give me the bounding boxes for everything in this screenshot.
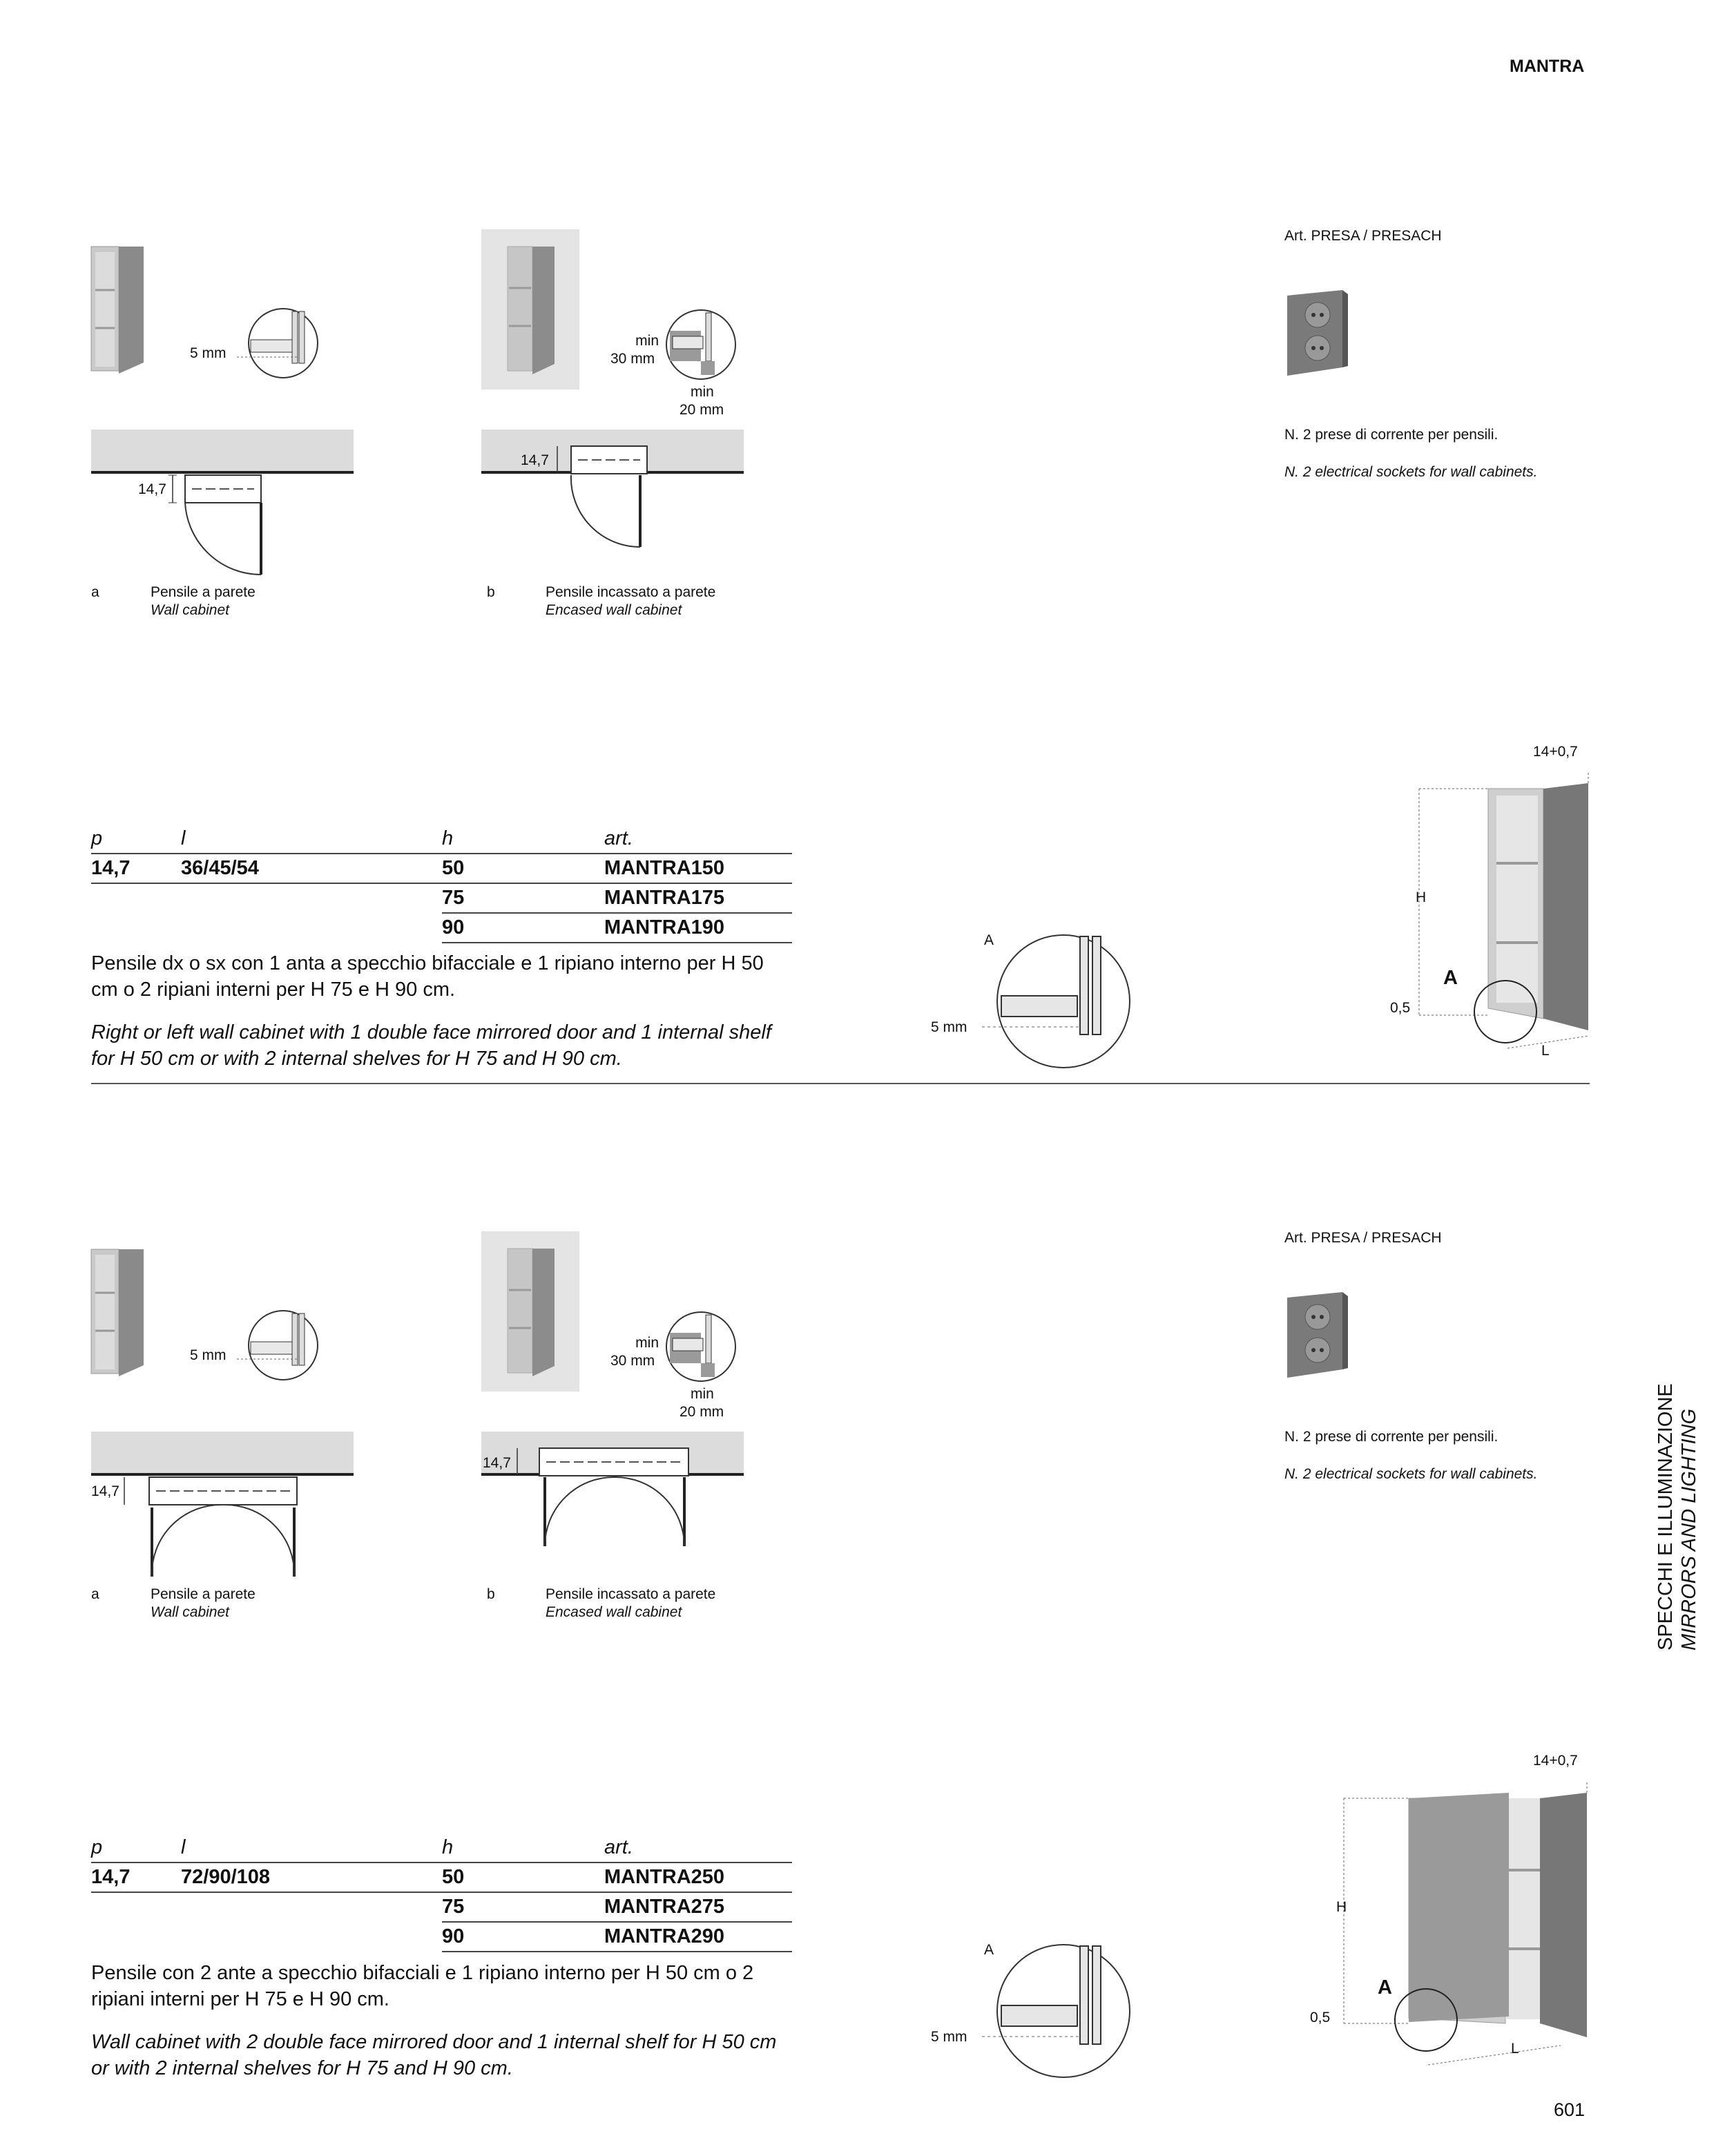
detail-A-magnified <box>994 1942 1133 2080</box>
detail-A-magnified <box>994 932 1133 1070</box>
dim-base: 0,5 <box>1310 2010 1331 2025</box>
detail-gap-label: 5 mm <box>931 2029 967 2045</box>
cabinet-a-thumbnail <box>90 245 145 376</box>
dim-A: A <box>1378 1976 1392 1999</box>
table-row <box>91 1892 792 1922</box>
min2-value-b: 20 mm <box>680 402 724 418</box>
col-l: l <box>181 1833 442 1863</box>
install-b-label-en: Encased wall cabinet <box>546 1604 682 1620</box>
dim-L: L <box>1541 1043 1550 1059</box>
presa-title: Art. PRESA / PRESACH <box>1284 1230 1442 1246</box>
dim-A: A <box>1443 967 1458 989</box>
cell-l: 72/90/108 <box>181 1863 442 1892</box>
cell-art: MANTRA150 <box>604 854 792 883</box>
socket-icon <box>1284 290 1348 376</box>
detail-b-encased <box>663 1311 742 1390</box>
cabinet-3d-double-door <box>1340 1789 1588 2079</box>
min2-value-b: 20 mm <box>680 1404 724 1420</box>
side-tab-it: SPECCHI E ILLUMINAZIONE <box>1655 1383 1677 1650</box>
cell-p <box>91 913 181 943</box>
min1-value-b: 30 mm <box>610 351 655 367</box>
install-a-label-en: Wall cabinet <box>151 1604 230 1620</box>
page-number: 601 <box>1554 2099 1586 2120</box>
dim-L: L <box>1511 2041 1519 2057</box>
depth-label-b: 14,7 <box>521 452 549 468</box>
install-b-letter: b <box>487 1586 495 1602</box>
cell-l <box>181 883 442 913</box>
table-row <box>91 854 792 883</box>
col-art: art. <box>604 825 792 854</box>
section-divider <box>91 1083 1590 1084</box>
cell-l <box>181 1922 442 1952</box>
table-row <box>91 913 792 943</box>
cell-h: 50 <box>442 854 604 883</box>
presa-desc-it: N. 2 prese di corrente per pensili. <box>1284 1429 1498 1445</box>
install-b-letter: b <box>487 584 495 600</box>
col-p: p <box>91 825 181 854</box>
gap-label-a: 5 mm <box>190 345 227 361</box>
cell-h: 90 <box>442 1922 604 1952</box>
desc-it: Pensile con 2 ante a specchio bifacciali e 1 ripiano interno per H 50 cm o 2 ripiani interni per H 75 e H 90 cm. <box>91 1962 754 2010</box>
dim-top: 14+0,7 <box>1533 1753 1578 1769</box>
presa-desc-it: N. 2 prese di corrente per pensili. <box>1284 427 1498 443</box>
detail-b-encased <box>663 309 742 388</box>
cell-h: 90 <box>442 913 604 943</box>
install-b-label-it: Pensile incassato a parete <box>546 584 716 600</box>
cell-h: 75 <box>442 883 604 913</box>
min2-label-b: min <box>691 1386 714 1402</box>
cell-h: 50 <box>442 1863 604 1892</box>
col-art: art. <box>604 1833 792 1863</box>
min1-label-b: min <box>635 333 659 349</box>
col-p: p <box>91 1833 181 1863</box>
desc-it: Pensile dx o sx con 1 anta a specchio bifacciale e 1 ripiano interno per H 50 cm o 2 ripiani interni per H 75 e H 90 cm. <box>91 952 764 1001</box>
desc-en: Wall cabinet with 2 double face mirrored door and 1 internal shelf for H 50 cm or with 2 internal shelves for H 75 and H 90 cm. <box>91 2031 777 2079</box>
cell-p <box>91 883 181 913</box>
col-h: h <box>442 825 604 854</box>
install-a-letter: a <box>91 1586 99 1602</box>
plan-encased-cabinet-double <box>481 1432 744 1584</box>
detail-a-gap <box>245 307 321 383</box>
dim-H: H <box>1336 1899 1347 1915</box>
install-a-label-it: Pensile a parete <box>151 584 256 600</box>
side-tab-en: MIRRORS AND LIGHTING <box>1678 1408 1700 1650</box>
cell-p <box>91 1922 181 1952</box>
side-tab <box>1654 1383 1701 1650</box>
dim-H: H <box>1416 889 1427 905</box>
depth-label-b: 14,7 <box>483 1455 511 1471</box>
desc-en: Right or left wall cabinet with 1 double face mirrored door and 1 internal shelf for H 50 cm or with 2 internal shelves for H 75 and H 90 cm. <box>91 1021 771 1070</box>
gap-label-a: 5 mm <box>190 1347 227 1363</box>
depth-label-a: 14,7 <box>91 1483 119 1499</box>
cell-art: MANTRA190 <box>604 913 792 943</box>
install-a-letter: a <box>91 584 99 600</box>
detail-A-label: A <box>984 1942 994 1958</box>
cell-h: 75 <box>442 1892 604 1922</box>
table-row <box>91 1922 792 1952</box>
socket-icon <box>1284 1292 1348 1378</box>
install-b-label-it: Pensile incassato a parete <box>546 1586 716 1602</box>
cell-p: 14,7 <box>91 1863 181 1892</box>
table-row <box>91 1863 792 1892</box>
detail-A-label: A <box>984 932 994 948</box>
cell-p: 14,7 <box>91 854 181 883</box>
cabinet-b-thumbnail <box>481 229 581 392</box>
cell-l <box>181 913 442 943</box>
min1-value-b: 30 mm <box>610 1353 655 1369</box>
presa-desc-en: N. 2 electrical sockets for wall cabinets. <box>1284 464 1538 480</box>
cell-art: MANTRA175 <box>604 883 792 913</box>
cabinet-a-thumbnail <box>90 1248 145 1379</box>
cell-l: 36/45/54 <box>181 854 442 883</box>
detail-gap-label: 5 mm <box>931 1019 967 1035</box>
cabinet-3d-single-door <box>1412 780 1592 1070</box>
presa-title: Art. PRESA / PRESACH <box>1284 228 1442 244</box>
col-h: h <box>442 1833 604 1863</box>
plan-wall-cabinet <box>91 430 354 581</box>
spec-table-1 <box>91 825 792 943</box>
detail-a-gap <box>245 1309 321 1385</box>
install-a-label-it: Pensile a parete <box>151 1586 256 1602</box>
min1-label-b: min <box>635 1335 659 1351</box>
plan-wall-cabinet-double <box>91 1432 354 1584</box>
cabinet-b-thumbnail <box>481 1231 581 1394</box>
cell-p <box>91 1892 181 1922</box>
col-l: l <box>181 825 442 854</box>
table-header-row <box>91 825 792 854</box>
dim-base: 0,5 <box>1390 1000 1411 1016</box>
cell-art: MANTRA290 <box>604 1922 792 1952</box>
cell-art: MANTRA250 <box>604 1863 792 1892</box>
spec-table-2 <box>91 1833 792 1952</box>
install-a-label-en: Wall cabinet <box>151 602 230 618</box>
min2-label-b: min <box>691 384 714 400</box>
install-b-label-en: Encased wall cabinet <box>546 602 682 618</box>
presa-desc-en: N. 2 electrical sockets for wall cabinets. <box>1284 1466 1538 1482</box>
depth-label-a: 14,7 <box>138 481 166 497</box>
table-row <box>91 883 792 913</box>
dim-top: 14+0,7 <box>1533 744 1578 760</box>
cell-l <box>181 1892 442 1922</box>
cell-art: MANTRA275 <box>604 1892 792 1922</box>
table-header-row <box>91 1833 792 1863</box>
brand-title: MANTRA <box>1510 57 1585 76</box>
